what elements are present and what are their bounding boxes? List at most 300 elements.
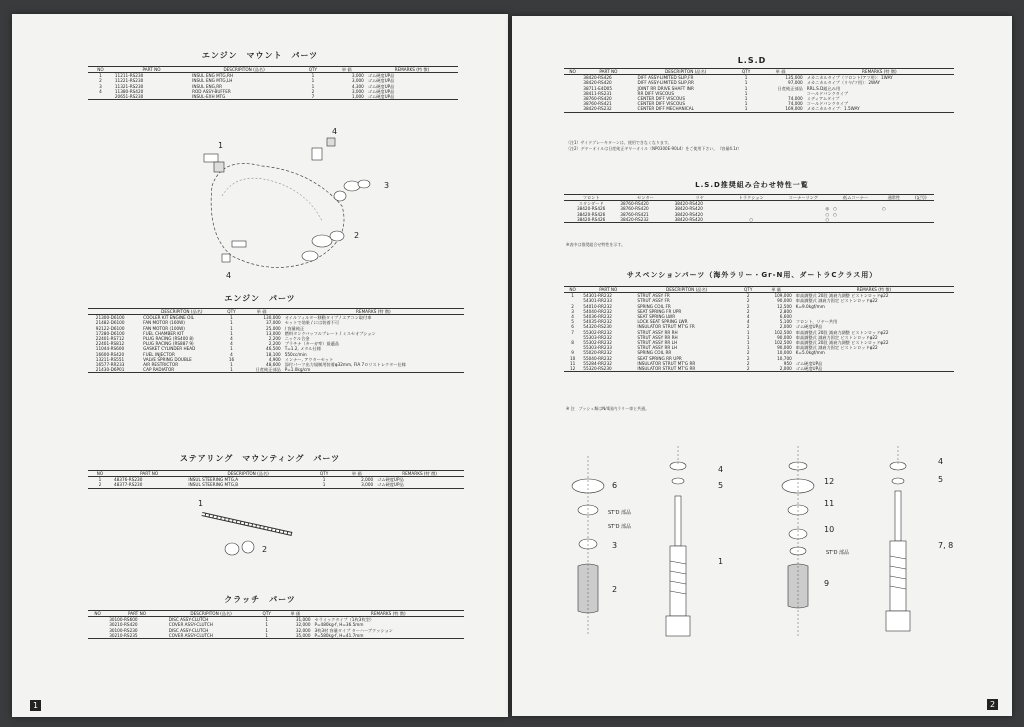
table-cell: 車高調整式 20段 減衰力調整 ピストンロッドφ22 [795,329,889,335]
table-cell: 4 [746,319,750,325]
table-cell: 90,000 [777,334,792,340]
column-header: 低ムコーナー [831,195,880,201]
table-cell: 38420-RS420 [674,201,703,207]
table-cell: CENTER DIFF MECHANICAL [636,106,736,112]
table-cell: 38420-RS232 [581,106,635,112]
label-2: 2 [354,231,360,240]
table-cell: 20651-RS230 [113,94,190,100]
table-cell: 130,000 [263,315,281,321]
table-cell: INSUL ENG MTG,LH [192,78,233,84]
table-cell: 車高調整式 減衰力固定 ピストンロッドφ22 [795,298,878,304]
table-cell: 1 [746,329,750,335]
table-cell: 169,000 [756,106,804,112]
table-cell: 1,000 [328,94,366,100]
table-cell: 48,600 [266,362,281,368]
table-cell: ミディアムタイプ [806,96,840,102]
combo-title: L.S.D推奨組み合わせ特性一覧 [695,181,809,189]
table-cell: INSUL STEERING MTG,A [188,477,239,483]
table-cell: 3 [571,308,574,314]
table-cell: 1 [223,367,241,373]
table-cell: SEAT SPRING RR UPR [637,355,682,361]
column-header: 単 価 [328,67,366,73]
table-cell: 550cc/min [284,351,307,357]
table-cell: 55284-RR232 [583,360,612,366]
column-header: コーナーリング [776,195,832,201]
table-cell [564,106,581,112]
table-cell: 22401-RS712 [95,336,125,342]
table-cell: 11221-RS230 [114,78,144,84]
column-header: 単 価 [338,471,375,477]
table-cell: INSUL STEERING MTG,B [186,482,309,488]
table-cell: 1 [230,362,233,368]
table-cell: 30210-RS235 [107,633,167,639]
table-cell: 16 [228,356,235,362]
table-cell: COVER ASSY-CLUTCH [168,622,213,628]
page-number-left: 1 [30,700,41,711]
table-cell: 2,200 [268,341,281,347]
table-cell: 48377-RS230 [112,482,186,488]
table-cell: 2 [746,350,750,356]
table-cell: 1 [310,482,339,488]
table-cell: 1 [311,78,315,84]
suspension-note: ※ 注 ブッシュ類はN/4国内ラリー車と共通。 [566,406,650,411]
table-cell: メカニカルタイプ（フロント/アフ用）：1WAY [806,75,893,81]
column-header: QTY [255,611,278,617]
strut-diagram [568,436,988,696]
table-cell: 90,000 [777,298,792,304]
table-cell: 2 [746,355,750,361]
table-cell: 37,000 [266,320,281,326]
strut-label-11: 11 [824,499,835,508]
table-cell: 11380-RS420 [114,88,144,94]
table-cell: 21482-D6100 [95,320,125,326]
suspension-table [564,286,954,372]
table-cell: P=580kg-f, H=41.7mm [313,633,465,639]
column-header: フロント [564,195,618,201]
table-cell: 30210-RS420 [109,622,138,628]
table-cell: 950 [783,360,792,366]
table-cell: 6 [571,324,574,330]
table-cell: 5 [571,319,574,325]
table-cell: ROD ASSY-BUFFER [192,88,231,94]
table-cell: 1 [746,345,750,351]
table-cell: 16577-RR233 [95,362,125,368]
table-cell: 1 [230,330,233,336]
label-4b: 4 [226,271,232,280]
table-cell: K=5.0kgf/mm [795,350,825,356]
table-cell: 2 [738,366,759,372]
table-cell: 1 [746,340,750,346]
strut-label-3: 3 [612,541,618,550]
table-cell: ○ [776,217,832,223]
table-cell: 2 [746,293,750,299]
table-cell: 車高調整式 減衰力固定 ピストンロッドφ22 [795,334,878,340]
table-cell: 1 [99,73,102,79]
table-cell: STRUT ASSY RR RH [637,329,678,335]
table-cell: コールドバンクタイプ [806,101,849,107]
page-number-right: 2 [987,699,998,710]
table-cell: ○ [727,217,776,223]
column-header: QTY [298,67,328,73]
table-cell: 12,500 [777,303,792,309]
table-cell: 2 [571,303,574,309]
column-header: PART NO [581,287,635,293]
table-cell: 1 [571,293,574,299]
table-cell: 109,000 [774,293,792,299]
table-cell: 10,700 [777,355,792,361]
strut-label-2: 2 [612,585,618,594]
table-cell [88,633,107,639]
table-cell: 38760-RS420 [620,206,649,212]
column-header: トラクション [727,195,776,201]
table-cell: 55302-RR232 [583,329,612,335]
table-cell: CENTER DIFF VISCOUS [637,101,685,107]
lsd-title: L.S.D [737,56,767,65]
column-header: DESCRIPITON (品名) [167,611,256,617]
table-cell: 1 [230,346,233,352]
table-cell: 55303-RR232 [583,334,612,340]
table-cell: 燃料タンクバッフルプレート / ミスセオプション [284,330,376,336]
column-header: リヤ [673,195,727,201]
table-cell: 1 [265,622,269,628]
strut-label-4a: 4 [718,465,724,474]
table-cell: INSUL-EXH MTG [190,94,298,100]
table-cell [908,217,934,223]
strut-label-5a: 5 [718,481,724,490]
table-cell: 1 [744,80,748,86]
table-row [564,217,934,223]
table-cell: 21430-D6P01 [94,367,141,373]
strut-label-5b: 5 [938,475,944,484]
engine-table [88,308,464,373]
table-row [564,106,954,112]
table-cell: 2,800 [779,308,792,314]
table-cell: COVER ASSY-CLUTCH [167,633,256,639]
column-header: NO [88,611,107,617]
left-page [12,14,508,717]
column-header: (記号) [908,195,934,201]
table-cell: 2 [88,482,112,488]
table-cell: 4 [571,314,574,320]
table-cell: 54301-RR233 [583,298,612,304]
table-cell: ◎ [825,206,830,212]
column-header: QTY [223,309,241,315]
table-cell: SPRING COIL RR [637,350,672,356]
table-cell: 13,000 [266,330,281,336]
column-header: NO [564,69,581,75]
suspension-title: サスペンションパーツ（海外ラリー・Gr-N用、ダートラCクラス用） [626,271,878,279]
table-cell: ニッケル合金 [284,336,310,342]
strut-label-1: 1 [718,557,724,566]
table-row [88,482,464,488]
table-cell: 22401-RS812 [95,341,125,347]
column-header: REMARKS (特 徴) [313,611,465,617]
table-cell [880,217,908,223]
table-cell: 車高調整式 20段 減衰力調整 ピストンロッドφ22 [795,293,889,299]
table-cell: ゴム硬度UP品 [795,360,823,366]
table-cell [88,94,113,100]
table-cell: 30100-RS230 [109,627,138,633]
column-header: 単 価 [241,309,283,315]
table-cell: 54035-RR232 [583,319,612,325]
table-cell: 54040-RR232 [583,308,612,314]
table-cell: 3,000 [351,73,364,79]
table-cell: 2 [746,360,750,366]
table-cell: ゴム硬度UP品 [367,83,395,89]
table-cell: 1 [265,627,269,633]
table-row [564,366,954,372]
table-cell: SEAT SPRING LWR [637,314,676,320]
table-cell: SEAT SPRING FR UPR [637,308,682,314]
column-header: センター [618,195,672,201]
table-row [88,633,464,639]
table-cell: インナー, アウターセット [284,356,334,362]
column-header: NO [88,67,113,73]
column-header: PART NO [107,611,167,617]
table-cell: 1 [744,96,748,102]
combo-table [564,194,934,223]
table-cell: AIR RESTRICTOR [143,362,179,368]
table-cell: 4 [99,88,102,94]
table-cell: JOINT RR DRIVE SHAFT INR [637,85,694,91]
table-cell: 4 [746,314,750,320]
table-cell: 1 [736,106,757,112]
column-header: 単 価 [278,611,312,617]
table-cell: 17280-D6100 [95,330,125,336]
table-cell: 2 [746,303,750,309]
table-cell: 32,000 [295,627,311,633]
table-cell: DISC ASSY-CLUTCH [168,627,209,633]
table-cell: PLUG RACING (RS400 8) [143,336,194,342]
table-cell: 55040-RR232 [583,355,612,361]
combo-note: ※表中は推奨組合せ特性を示す。 [566,242,626,247]
table-cell: 1 [230,320,233,326]
table-cell: DIFF ASSY-LIMITED SLIP,FR [637,75,694,81]
table-cell: P=480kg-f, H=36.5mm [314,622,364,628]
table-cell: FAN MOTOR (100W) [143,325,185,331]
table-cell: STRUT ASSY RR RH [637,334,678,340]
table-cell: 38760-RS420 [583,96,612,102]
table-cell: 1 [230,315,233,321]
table-cell: ゴム硬度UP品 [366,94,458,100]
table-cell: ゴム硬度UP品 [377,477,404,483]
column-header: DESCRIPITON (品名) [636,69,736,75]
table-cell: 1 [98,477,102,483]
table-cell: 2,000 [361,477,374,483]
table-cell: ゴム硬度UP品 [794,366,954,372]
table-row [88,94,458,100]
table-cell: 38760-RS421 [620,211,649,217]
label-4: 4 [332,127,338,136]
table-cell: 74,000 [788,96,803,102]
steering-label-2: 2 [262,545,268,554]
table-cell: GASKET CYLINDER HEAD [143,346,196,352]
table-cell: 3,000 [351,78,364,84]
lsd-note-1: （注1）サイドブレーキターンは、使用できなくなります。 [566,140,672,145]
engine-mount-table [88,66,458,100]
table-cell: ゴム硬度UP品 [795,324,823,330]
column-header: REMARKS (特 徴) [366,67,458,73]
table-cell: 2 [746,308,750,314]
table-cell: ゴム硬度UP品 [367,73,395,79]
table-cell: 1 [265,617,269,623]
table-cell: 102,500 [774,329,792,335]
table-cell: 3,000 [338,482,375,488]
table-cell: 2 [99,78,102,84]
column-header: PART NO [112,471,186,477]
table-cell: 3,000 [351,88,364,94]
table-cell: VALVE SPRING DOUBLE [143,356,192,362]
std-part-2: ST'D 部品 [608,524,632,530]
engine-mount-diagram [192,126,402,286]
steering-title: ステアリング マウンティング パーツ [179,454,341,463]
table-cell: 55303-RR233 [583,345,612,351]
table-cell: 1 [230,325,233,331]
table-cell: / 容量純正 [284,325,305,331]
steering-table [88,470,464,489]
table-cell: 32,000 [295,622,311,628]
table-cell: 38420-RS420 [583,80,612,86]
column-header: PART NO [581,69,635,75]
table-cell: 54010-RR232 [583,303,612,309]
label-3: 3 [384,181,390,190]
strut-label-9: 9 [824,579,830,588]
table-cell: T=1.2, メタル仕様 [284,346,322,352]
table-cell: 38420-RS420 [674,211,703,217]
table-cell: STRUT ASSY FR [637,293,670,299]
table-cell: 102,500 [774,340,792,346]
strut-label-78: 7, 8 [938,541,954,550]
table-cell: 38420-RS420 [673,217,727,223]
table-cell: STRUT ASSY FR [637,298,670,304]
table-cell: コールドバンクタイプ [806,90,849,96]
table-cell: プラチナ（キーガ率）最適品 [284,341,340,347]
engine-title: エンジン パーツ [224,294,296,303]
table-cell: 54301-RR232 [583,293,612,299]
table-cell: 135,000 [785,75,803,81]
table-cell: P=1.0kg/cm [283,367,464,373]
column-header: DESCRIPITON (品名) [141,309,222,315]
table-cell: 5,100 [779,319,792,325]
table-cell: 38711-E4D05 [583,85,612,91]
table-cell: STRUT ASSY RR LH [637,345,678,351]
table-cell: 38760-RS420 [620,201,649,207]
table-cell: 車高調整式 20段 減衰力調整 ピストンロッドφ22 [795,340,889,346]
table-cell: INSUL ENG,RR [192,83,223,89]
table-cell: 38420-RS420 [674,206,703,212]
table-cell: 92122-D6100 [95,325,125,331]
std-part-1: ST'D 部品 [608,510,632,516]
table-cell: 18,100 [266,351,281,357]
table-cell: 55020-RR232 [583,350,612,356]
table-cell: 7 [298,94,328,100]
table-cell: 11211-RS230 [114,73,144,79]
table-cell: ゴム硬度UP品 [367,78,395,84]
lsd-table [564,68,954,113]
table-cell: FUEL CHAMBER KIT [143,330,184,336]
table-cell: 55302-RR232 [583,340,612,346]
table-cell: フロント、リヤー共用 [795,319,838,325]
table-cell: 48376-RS230 [113,477,143,483]
table-cell: 7 [571,329,574,335]
engine-mount-title: エンジン マウント パーツ [201,51,319,60]
table-cell: DISC ASSY-CLUTCH [168,617,209,623]
table-cell: メカニカルタイプ：1.5WAY [805,106,954,112]
table-cell: INSULATOR STRUT MT'G RR [635,366,738,372]
table-cell: 46,500 [266,346,281,352]
table-cell: 6,600 [779,314,792,320]
table-cell: 38420-RS426 [576,206,606,212]
table-cell: 日産純正部品 [241,367,283,373]
table-cell: 13211-RS551 [95,356,125,362]
table-cell: 9 [571,350,574,356]
table-cell: CAP RADIATOR [141,367,222,373]
clutch-table [88,610,464,639]
table-cell: 2,200 [268,336,281,342]
table-cell: 97,000 [788,80,803,86]
lsd-note-2: （注2）デヤーオイルは日産純正ギヤーオイル（NP0300E-90L4）をご使用下さい。（容量4.1ℓ） [566,146,742,151]
table-cell: 1 [746,334,750,340]
table-cell: INSULATOR STRUT MT'G RR [637,360,696,366]
table-cell [831,217,880,223]
table-row [88,367,464,373]
column-header: QTY [736,69,757,75]
table-cell: ○ [833,206,837,212]
table-cell: 2 [746,298,750,304]
table-cell: 55320-RS230 [581,366,635,372]
table-cell: 2,000 [779,324,792,330]
label-1: 1 [218,141,224,150]
column-header: QTY [738,287,759,293]
column-header: 単 価 [756,69,804,75]
table-cell: 1 [744,75,748,81]
table-cell: 11044-RS600 [95,346,125,352]
column-header: NO [564,287,581,293]
table-cell: 3枚3材 容量タイプ ターハーブクッション [314,627,393,633]
table-cell: LOCK SEAT SPRING LWR [637,319,688,325]
table-cell: 25,000 [266,325,281,331]
table-cell: FAN MOTOR (160W) [143,320,185,326]
table-cell: 11321-RS230 [114,83,144,89]
table-cell: CENTER DIFF VISCOUS [637,96,685,102]
column-header: REMARKS (特 徴) [283,309,464,315]
table-cell: 4 [230,351,233,357]
table-cell: ○ [833,211,837,217]
table-cell: 2,000 [758,366,793,372]
table-cell: 1 [311,83,315,89]
table-cell: ゴム硬度UP品 [375,482,464,488]
column-header: DESCRIPITON (品名) [635,287,738,293]
table-cell: 21300-D6100 [95,315,125,321]
table-cell: RRL.S.D組込み用 [806,85,841,91]
table-cell: ○ [825,211,830,217]
column-header: NO [88,471,112,477]
table-cell: INSULATOR STRUT MT'G FR [637,324,695,330]
table-cell: 38420-RS426 [576,211,606,217]
column-header: REMARKS (特 徴) [375,471,464,477]
steering-diagram [192,494,312,564]
table-cell: 38411-RS231 [583,90,612,96]
table-cell: 54036-RR232 [583,314,612,320]
table-cell: 2 [311,88,315,94]
table-cell: 車高調整式 減衰力固定 ピストンロッドφ22 [795,345,878,351]
table-cell: 日産純正部品 [777,85,803,91]
table-cell: RR DIFF VISCOUS [637,90,674,96]
table-cell: K=9.0kgf/mm [795,303,825,309]
table-cell: FUEL INJECTOR [143,351,175,357]
table-cell: PLUG RACING (RS887 9) [143,341,194,347]
column-header: DESCRIPITON (品名) [186,471,309,477]
